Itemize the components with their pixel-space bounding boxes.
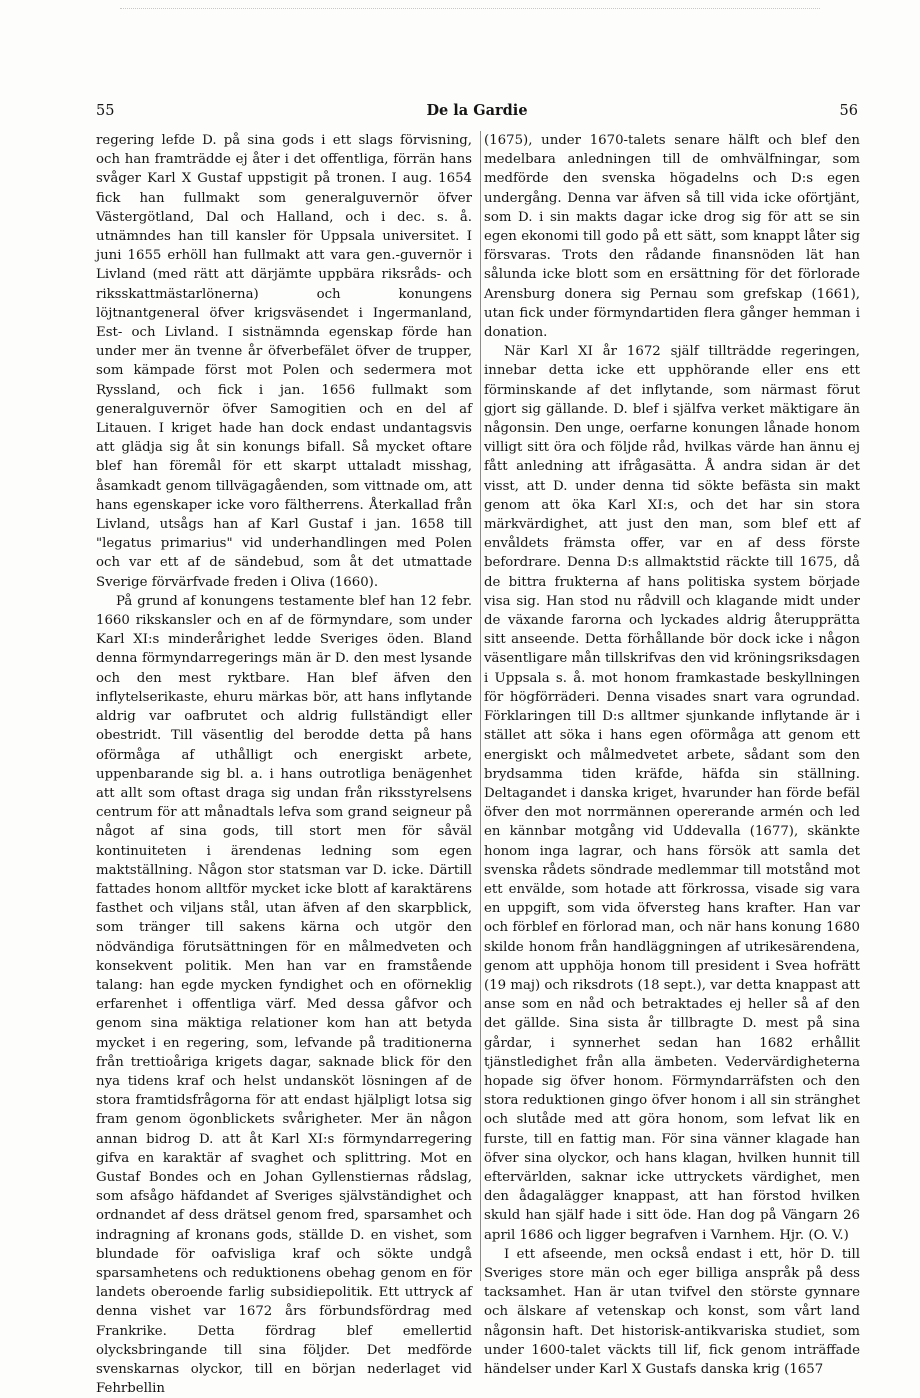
running-title: De la Gardie [426, 102, 528, 119]
right-paragraph-3: I ett afseende, men också endast i ett, hör D. till Sveriges store män och eger billiga anspråk på dess tacksamhet. Han är utan tvifvel den störste gynnare och älskare af vetenskap och konst, som vårt land någonsin haft. Det historisk-antikvariska studiet, som under 1600-talet väckts till lif, fick genom inträffade händelser under Karl X Gustafs danska krig (1657 [484, 1246, 860, 1377]
left-paragraph-2: På grund af konungens testamente blef han 12 febr. 1660 rikskansler och en af de förmyndare, som under Karl XI:s minderårighet ledde Sveriges öden. Bland denna förmyndarregerings män är D. den mest lysande och den mest ryktbare. Han blef äfven den inflytelserikaste, ehuru märkas bör, att hans inflytande aldrig var oafbrutet och aldrig fullständigt eller obestridt. Till väsentlig del berodde detta på hans oförmåga af uthålligt och energiskt arbete, uppenbarande sig bl. a. i hans outrotliga benägenhet att allt som oftast draga sig undan från riksstyrelsens centrum för att månadtals lefva som grand seigneur på något af sina gods, till stort men för såväl kontinuiteten i ärendenas ledning som egen maktställning. Någon stor statsman var D. icke. Därtill fattades honom alltför mycket icke blott af karaktärens fasthet och viljans stål, utan äfven af den skarpblick, som tränger till sakens kärna och utgör den nödvändiga förutsättningen för en målmedveten och konsekvent politik. Men han var en framstående talang: han egde mycken fyndighet och en oförneklig erfarenhet i offentliga värf. Med dessa gåfvor och genom sina mäktiga relationer kom han att betyda mycket i en regering, som, lefvande på traditionerna från trettioåriga krigets dagar, saknade blick för den nya tidens kraf och helst undansköt lösningen af de stora framtidsfrågorna för att endast hjälpligt lotsa sig fram genom ögonblickets svårigheter. Mer än någon annan bidrog D. att åt Karl XI:s förmyndarregering gifva en karaktär af svaghet och splittring. Mot en Gustaf Bondes och en Johan Gyllenstiernas rådslag, som afsågo häfdandet af Sveriges självständighet och ordnandet af dess drätsel genom fred, sparsamhet och indragning af kronans gods, ställde D. en vishet, som blundade för oafvisliga kraf och sökte undgå sparsamhetens och reduktionens obehag genom en för landets oberoende farlig subsidiepolitik. Ett uttryck af denna vishet var 1672 års förbundsfördrag med Frankrike. Detta fördrag blef emellertid olycksbringande till sina följder. Det medförde svenskarnas olyckor, till en början nederlaget vid Fehrbellin [96, 593, 472, 1397]
scan-edge-line [120, 8, 820, 10]
right-paragraph-1: (1675), under 1670-talets senare hälft och blef den medelbara anledningen till de omhvälfningar, som medförde den svenska högadelns och D:s egen undergång. Denna var äfven så till vida icke oförtjänt, som D. i sin makts dagar icke drog sig för att se sin egen ekonomi till godo på ett sätt, som knappt låter sig försvaras. Trots den rådande finansnöden lät han sålunda icke blott som en ersättning för det förlorade Arensburg donera sig Pernau som grefskap (1661), utan fick under förmyndartiden flera gånger hemman i donation. [484, 133, 860, 341]
right-paragraph-2-text: När Karl XI år 1672 själf tillträdde regeringen, innebar detta icke ett upphörande eller ens ett förminskande af det inflytande, som närmast förut gjort sig gällande. D. blef i själfva verket mäktigare än någonsin. Den unge, oerfarne konungen lånade honom villigt sitt öra och följde råd, hvilkas värde han ännu ej fått anledning att ifrågasätta. Å andra sidan är det visst, att D. under denna tid sökte befästa sin makt genom att öka Karl XI:s, och det har sin stora märkvärdighet, att just den man, som blef ett af envåldets främsta offer, var en af dess förste befordrare. Denna D:s allmaktstid räckte till 1675, då de bittra frukterna af hans politiska system började visa sig. Han stod nu rådvill och klagande midt under de växande farorna och lyckades aldrig återupprätta sitt anseende. Detta förhållande bör dock icke i någon väsentligare mån tillskrifvas den vid kröningsriksdagen i Uppsala s. å. mot honom framkastade beskyllningen för högförräderi. Denna visades snart vara ogrundad. Förklaringen till D:s alltmer sjunkande inflytande är i stället att söka i hans egen oförmåga att genom ett energiskt och målmedvetet arbete, sådant som den brydsamma tiden kräfde, häfda sin ställning. Deltagandet i danska kriget, hvarunder han förde befäl öfver den mot norrmännen opererande armén och led en kännbar motgång vid Uddevalla (1677), skänkte honom inga lagrar, och hans försök att samla det svenska rådets söndrade medlemmar till motstånd mot ett envälde, som hotade att förkrossa, visade sig vara en uppgift, som vida öfversteg hans krafter. Han var och förblef en förlorad man, och när hans konung 1680 skilde honom från handläggningen af utrikesärendena, genom att upphöja honom till president i Svea hofrätt (19 maj) och riksdrots (18 sept.), var detta knappast att anse som en nåd och betraktades ej heller så af den det gällde. Sina sista år tillbragte D. mest på sina gårdar, i synnerhet sedan han 1682 erhållit tjänstledighet från alla ämbeten. Vedervärdigheterna hopade sig öfver honom. Förmyndarräfsten och den stora reduktionen gingo öfver honom i all sin stränghet och slutåde med att göra honom, som lefvat lik en furste, till en fattig man. För sina vänner klagade han öfver sina olyckor, och hans klagan, hvilken hunnit till eftervärlden, saknar icke uttryckets värdighet, men den ådagalägger knappast, att han förstod hvilken skuld han själf hade i sitt öde. Han dog på Vängarn 26 april 1686 och ligger begrafven i Varnhem. [484, 344, 860, 1243]
page-header [96, 101, 858, 121]
column-divider [480, 131, 481, 1281]
left-column [96, 131, 472, 1398]
right-column [484, 131, 860, 1379]
page-number-left: 55 [96, 103, 115, 119]
page-number-right: 56 [839, 103, 858, 119]
left-paragraph-1: regering lefde D. på sina gods i ett slags förvisning, och han framträdde ej åter i det offentliga, förrän hans svåger Karl X Gustaf uppstigit på tronen. I aug. 1654 fick han fullmakt som generalguvernör öfver Västergötland, Dal och Halland, och i dec. s. å. utnämndes han till kansler för Uppsala universitet. I juni 1655 erhöll han fullmakt att vara gen.-guvernör i Livland (med rätt att därjämte uppbära riksråds- och riksskattmästarlönerna) och konungens löjtnantgeneral öfver krigsväsendet i Ingermanland, Est- och Livland. I sistnämnda egenskap förde han under mer än tvenne år öfverbefälet öfver de trupper, som kämpade först mot Polen och sedermera mot Ryssland, och fick i jan. 1656 fullmakt som generalguvernör öfver Samogitien och en del af Litauen. I kriget hade han dock endast undantagsvis att glädja sig åt sin konungs bifall. Så mycket oftare blef han föremål för ett skarpt uttaladt misshag, åsamkadt genom tillvägagåenden, som vittnade om, att hans egenskaper icke voro fältherrens. Återkallad från Livland, utsågs han af Karl Gustaf i jan. 1658 till "legatus primarius" vid underhandlingen med Polen och var ett af de sändebud, som åt det utmattade Sverige förvärfvade freden i Oliva (1660). [96, 133, 472, 590]
right-paragraph-2 [484, 342, 860, 1245]
author-signature: Hjr. (O. V.) [779, 1227, 849, 1243]
